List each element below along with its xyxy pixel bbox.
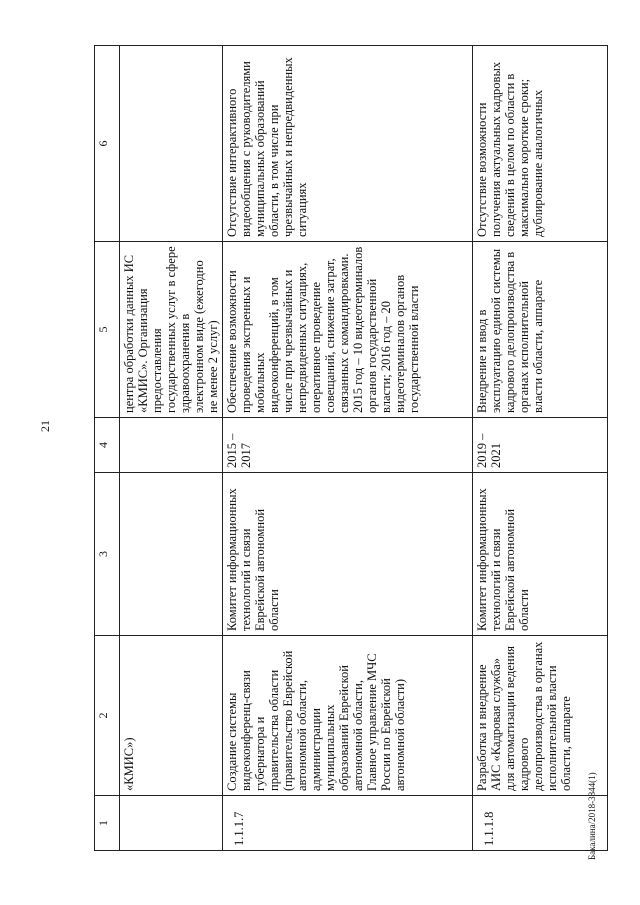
problem — [120, 46, 223, 242]
problem: Отсутствие интерактивного видеообщения с руководителями муниципальных образований области, в том числе при чрезвычайных и непредвиденных ситуациях — [223, 46, 473, 242]
problem: Отсутствие возможности получения актуальных кадровых сведений в целом по области в максимально короткие сроки; дублирование аналогичных — [473, 46, 608, 242]
header-cell-3: 3 — [95, 473, 120, 636]
row-number: 1.1.1.8 — [473, 796, 608, 851]
period — [120, 418, 223, 473]
table-row — [473, 46, 608, 851]
table-row — [120, 46, 223, 851]
executor — [120, 473, 223, 636]
program-table — [94, 46, 575, 851]
expected-result: Обеспечение возможности проведения экстренных и мобильных видеоконференций, в том числе при чрезвычайных и непредвиденных ситуациях, оперативное проведение совещаний, снижение затрат, связанных с командировками. 2015 год – 10 видеотерминалов органов государственной власти; 2016 год – 20 видеотерминалов органов государственной власти — [223, 242, 473, 418]
header-cell-6: 6 — [95, 46, 120, 242]
expected-result: Внедрение и ввод в эксплуатацию единой системы кадрового делопроизводства в органах исполнительной власти области, аппарате — [473, 242, 608, 418]
header-cell-2: 2 — [95, 636, 120, 796]
measure-name: Создание системы видеоконференц-связи губернатора и правительства области (правительство Еврейской автономной области, администрации муниципальных образований Еврейской автономной области, Главное управление МЧС России по Еврейской автономной области) — [223, 636, 473, 796]
header-cell-4: 4 — [95, 418, 120, 473]
period: 2015 – 2017 — [223, 418, 473, 473]
document-code: Бакалина/2018-3844(1) — [587, 772, 597, 860]
table-row — [223, 46, 473, 851]
header-row — [95, 46, 120, 851]
measure-name: Разработка и внедрение АИС «Кадровая служба» для автоматизации ведения кадрового делопроизводства в органах исполнительной власти области, аппарате — [473, 636, 608, 796]
header-cell-5: 5 — [95, 242, 120, 418]
expected-result: центра обработки данных ИС «КМИС». Организация предоставления государственных услуг в сфере здравоохранения в электронном виде (ежегодно не менее 2 услуг) — [120, 242, 223, 418]
period: 2019 – 2021 — [473, 418, 608, 473]
header-cell-1: 1 — [95, 796, 120, 851]
measure-name: «КМИС») — [120, 636, 223, 796]
row-number — [120, 796, 223, 851]
executor: Комитет информационных технологий и связи Еврейской автономной области — [473, 473, 608, 636]
page-number: 21 — [38, 420, 52, 432]
row-number: 1.1.1.7 — [223, 796, 473, 851]
executor: Комитет информационных технологий и связи Еврейской автономной области — [223, 473, 473, 636]
measures-table — [94, 45, 608, 851]
